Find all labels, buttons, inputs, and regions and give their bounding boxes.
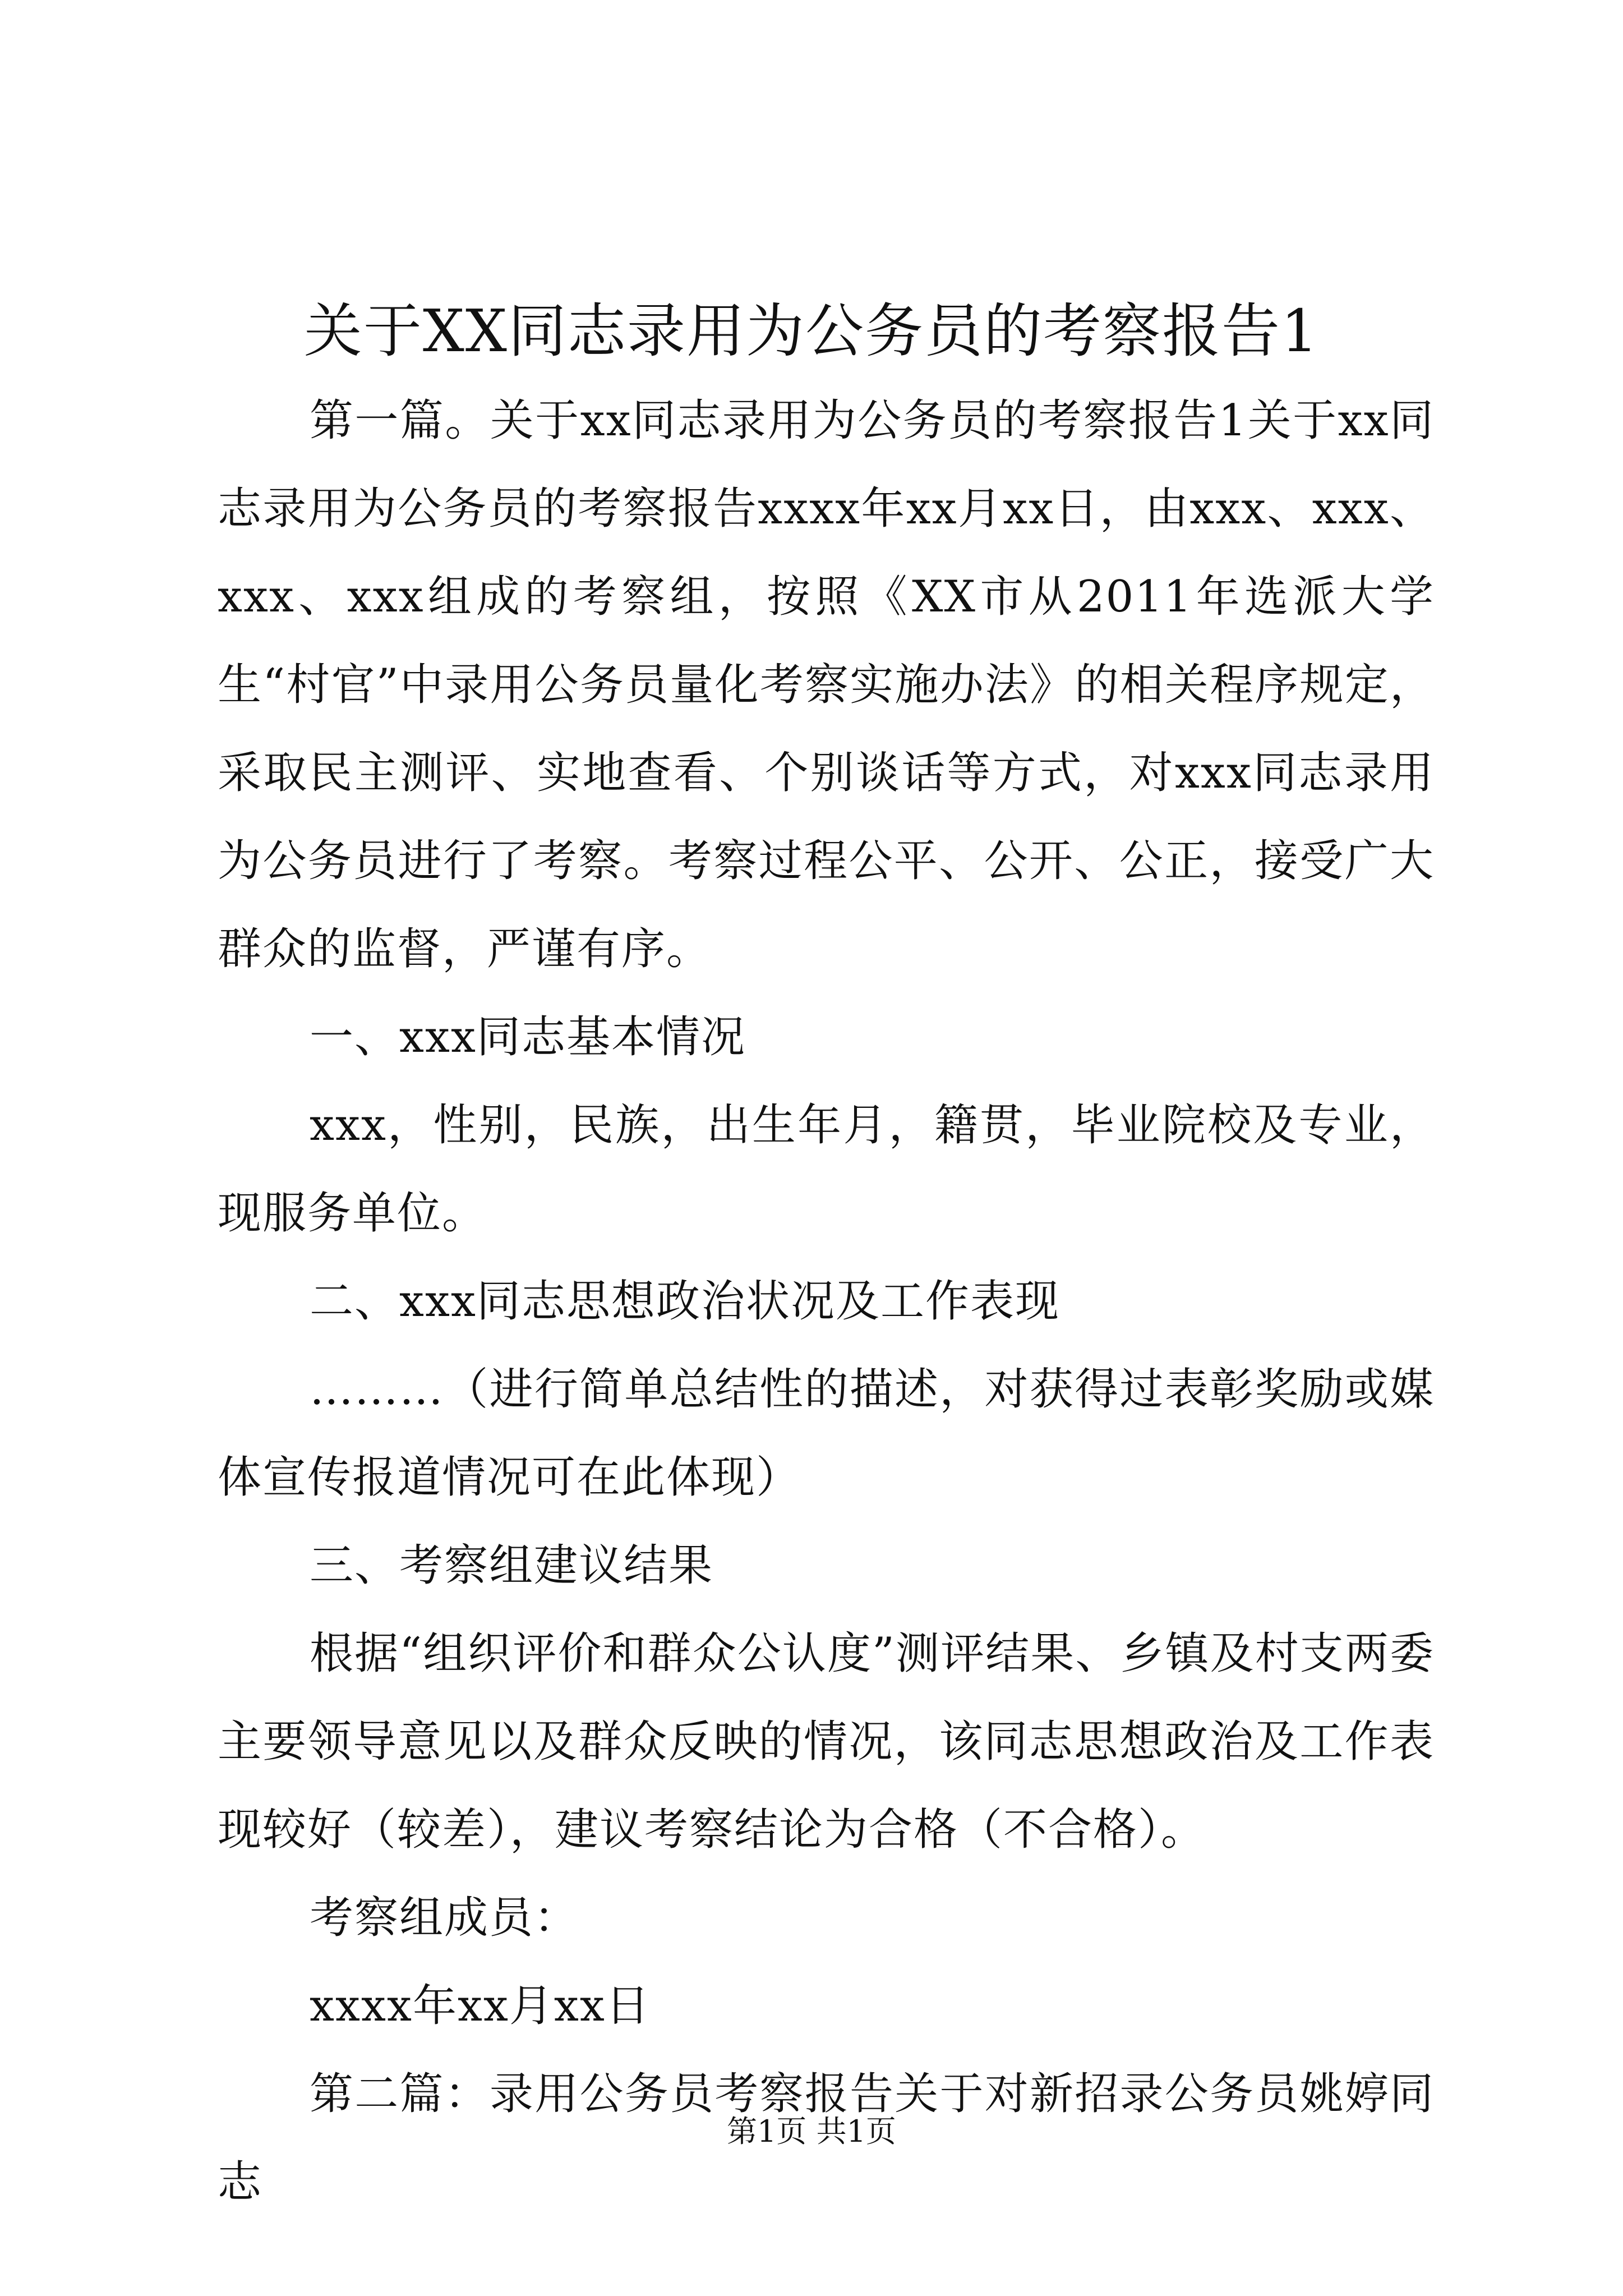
- report-date: xxxx年xx月xx日: [310, 1981, 651, 2031]
- page-footer: 第1页 共1页: [727, 2114, 896, 2149]
- paragraph-intro: 第一篇。关于xx同志录用为公务员的考察报告1关于xx同志录用为公务员的考察报告xxxx年xx月xx日，由xxx、xxx、xxx、xxx组成的考察组，按照《XX市从2011年选派大学生“村官”中录用公务员量化考察实施办法》的相关程序规定，采取民主测评、实地查看、个别谈话等方式，对xxx同志录用为公务员进行了考察。考察过程公平、公开、公正，接受广大群众的监督，严谨有序。: [218, 395, 1435, 974]
- paragraph-recommendation: 根据“组织评价和群众公认度”测评结果、乡镇及村支两委主要领导意见以及群众反映的情况，该同志思想政治及工作表现较好（较差），建议考察结论为合格（不合格）。: [218, 1628, 1435, 1855]
- paragraph-second-article: 第二篇：录用公务员考察报告关于对新招录公务员姚婷同志: [218, 2069, 1435, 2207]
- members-label: 考察组成员：: [310, 1893, 579, 1943]
- document-title: 关于XX同志录用为公务员的考察报告1: [303, 297, 1320, 365]
- section-heading-performance: 二、xxx同志思想政治状况及工作表现: [310, 1276, 1060, 1327]
- section-heading-recommendation: 三、考察组建议结果: [310, 1540, 714, 1591]
- paragraph-basic-info: xxx，性别，民族，出生年月，籍贯，毕业院校及专业，现服务单位。: [218, 1100, 1435, 1239]
- document-body: [218, 377, 1435, 2226]
- section-heading-basic-info: 一、xxx同志基本情况: [310, 1012, 746, 1062]
- paragraph-performance: ………（进行简单总结性的描述，对获得过表彰奖励或媒体宣传报道情况可在此体现）: [218, 1364, 1435, 1503]
